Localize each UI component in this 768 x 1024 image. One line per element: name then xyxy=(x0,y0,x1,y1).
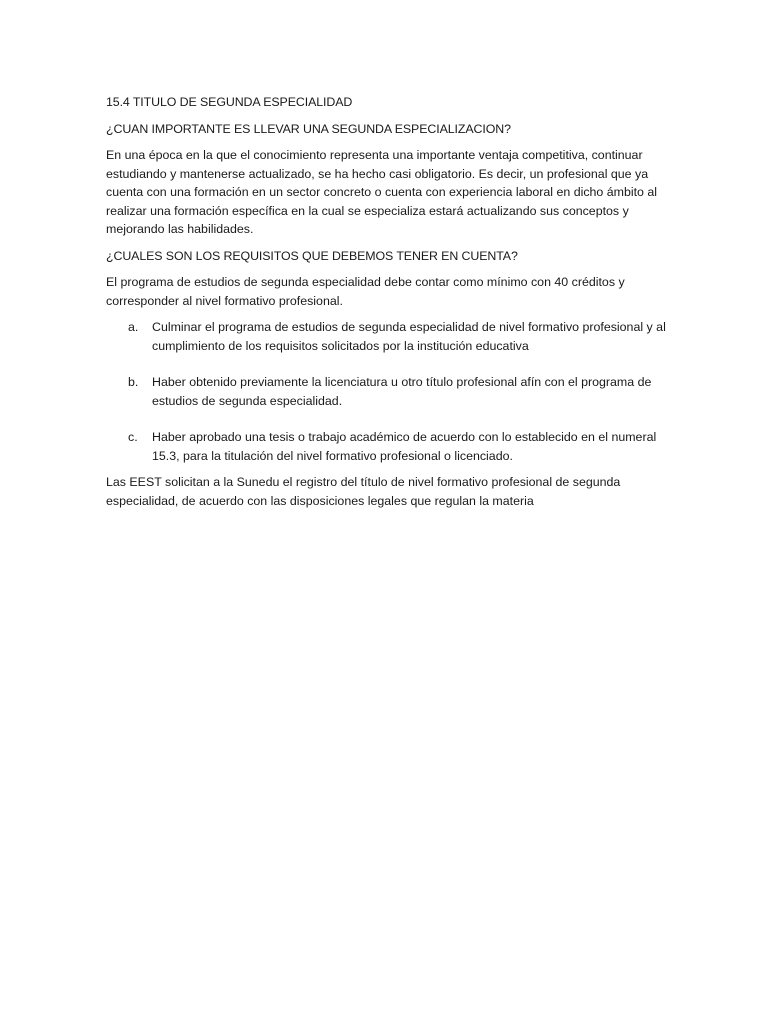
paragraph-registration: Las EEST solicitan a la Sunedu el registro del título de nivel formativo profesional de segunda especialidad, de acuerdo con las disposiciones legales que regulan la materia xyxy=(106,475,621,508)
list-item xyxy=(106,373,666,410)
list-item-text: Haber aprobado una tesis o trabajo académico de acuerdo con lo establecido en el numeral 15.3, para la titulación del nivel formativo profesional o licenciado. xyxy=(152,430,657,463)
list-marker: b. xyxy=(128,375,139,389)
question-importance: ¿CUAN IMPORTANTE ES LLEVAR UNA SEGUNDA ESPECIALIZACION? xyxy=(106,121,511,136)
paragraph-importance: En una época en la que el conocimiento representa una importante ventaja competitiva, continuar estudiando y mantenerse actualizado, se ha hecho casi obligatorio. Es decir, un profesional que ya cuenta con una formación en un sector concreto o cuenta con experiencia laboral en dicho ámbito al realizar una formación específica en la cual se especializa estará actualizando sus conceptos y mejorando las habilidades. xyxy=(106,148,658,236)
list-item-text: Haber obtenido previamente la licenciatura u otro título profesional afín con el programa de estudios de segunda especialidad. xyxy=(152,375,652,408)
section-title: 15.4 TITULO DE SEGUNDA ESPECIALIDAD xyxy=(106,95,353,109)
requirements-list xyxy=(106,318,666,465)
paragraph-credits: El programa de estudios de segunda especialidad debe contar como mínimo con 40 créditos y corresponder al nivel formativo profesional. xyxy=(106,275,625,308)
list-marker: c. xyxy=(128,430,138,444)
list-item xyxy=(106,318,666,355)
document-body xyxy=(106,93,666,518)
list-item xyxy=(106,428,666,465)
question-requirements: ¿CUALES SON LOS REQUISITOS QUE DEBEMOS TENER EN CUENTA? xyxy=(106,248,518,263)
list-marker: a. xyxy=(128,320,139,334)
list-item-text: Culminar el programa de estudios de segunda especialidad de nivel formativo profesional y al cumplimiento de los requisitos solicitados por la institución educativa xyxy=(152,320,666,353)
